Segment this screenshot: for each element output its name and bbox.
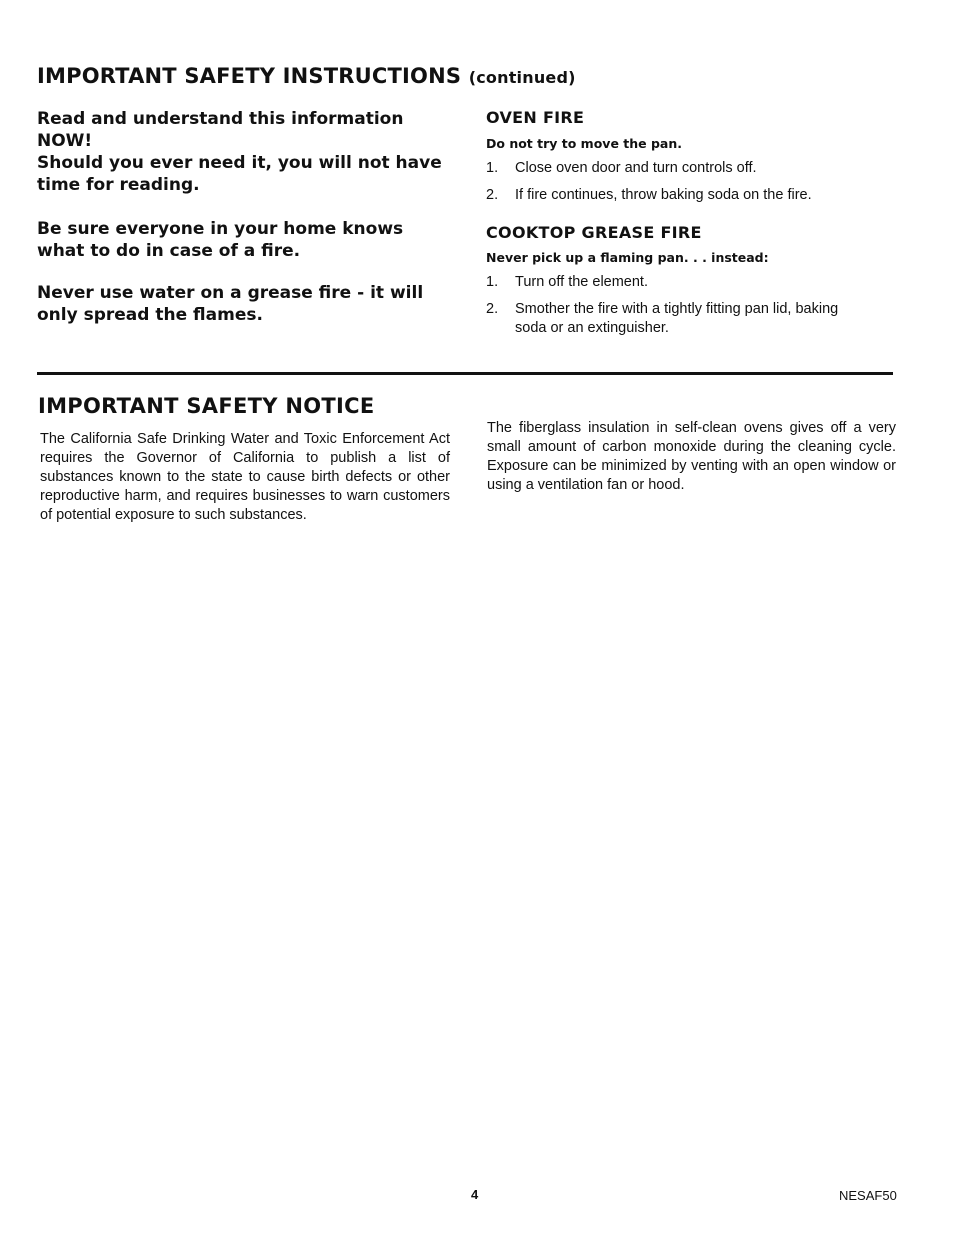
step-text: Close oven door and turn controls off. bbox=[515, 160, 757, 176]
title-suffix: (continued) bbox=[468, 68, 576, 87]
step-text: Smother the fire with a tightly fitting pan lid, baking soda or an extinguisher. bbox=[515, 301, 839, 336]
title-text: IMPORTANT SAFETY INSTRUCTIONS bbox=[37, 64, 462, 88]
step-number: 2. bbox=[486, 187, 499, 203]
list-item bbox=[486, 159, 906, 178]
no-time-text: Should you ever need it, you will not have time for reading. bbox=[37, 153, 442, 195]
list-item bbox=[486, 300, 866, 338]
oven-fire-subheading: Do not try to move the pan. bbox=[486, 136, 683, 151]
fiberglass-notice-text: The fiberglass insulation in self-clean ovens gives off a very small amount of carbon monoxide during the cleaning cycle. Exposure can be minimized by venting with an open window or using a ventilation fan or hood. bbox=[487, 420, 896, 493]
never-water-text: Never use water on a grease fire - it will only spread the flames. bbox=[37, 283, 424, 325]
page-title bbox=[37, 64, 576, 88]
cooktop-fire-steps bbox=[486, 273, 866, 338]
oven-fire-section bbox=[486, 108, 906, 213]
cooktop-fire-subheading: Never pick up a flaming pan. . . instead: bbox=[486, 250, 769, 265]
page-number: 4 bbox=[471, 1187, 479, 1202]
california-notice-text: The California Safe Drinking Water and Toxic Enforcement Act requires the Governor of California to publish a list of substances known to the state to cause birth defects or other reproductive harm, and requires businesses to warn customers of potential exposure to such substances. bbox=[40, 431, 450, 523]
oven-fire-steps bbox=[486, 159, 906, 205]
read-now-block bbox=[37, 108, 455, 196]
section-divider bbox=[37, 372, 893, 375]
oven-fire-heading: OVEN FIRE bbox=[486, 108, 585, 127]
step-number: 1. bbox=[486, 274, 499, 290]
notice-title: IMPORTANT SAFETY NOTICE bbox=[38, 394, 375, 418]
read-now-text: Read and understand this information NOW! bbox=[37, 109, 404, 151]
everyone-knows-text: Be sure everyone in your home knows what to do in case of a fire. bbox=[37, 219, 404, 261]
document-code: NESAF50 bbox=[839, 1188, 897, 1203]
list-item bbox=[486, 186, 906, 205]
step-number: 2. bbox=[486, 301, 499, 317]
cooktop-fire-section bbox=[486, 223, 906, 346]
step-text: Turn off the element. bbox=[515, 274, 648, 290]
step-text: If fire continues, throw baking soda on the fire. bbox=[515, 187, 812, 203]
step-number: 1. bbox=[486, 160, 499, 176]
list-item bbox=[486, 273, 866, 292]
cooktop-fire-heading: COOKTOP GREASE FIRE bbox=[486, 223, 702, 242]
